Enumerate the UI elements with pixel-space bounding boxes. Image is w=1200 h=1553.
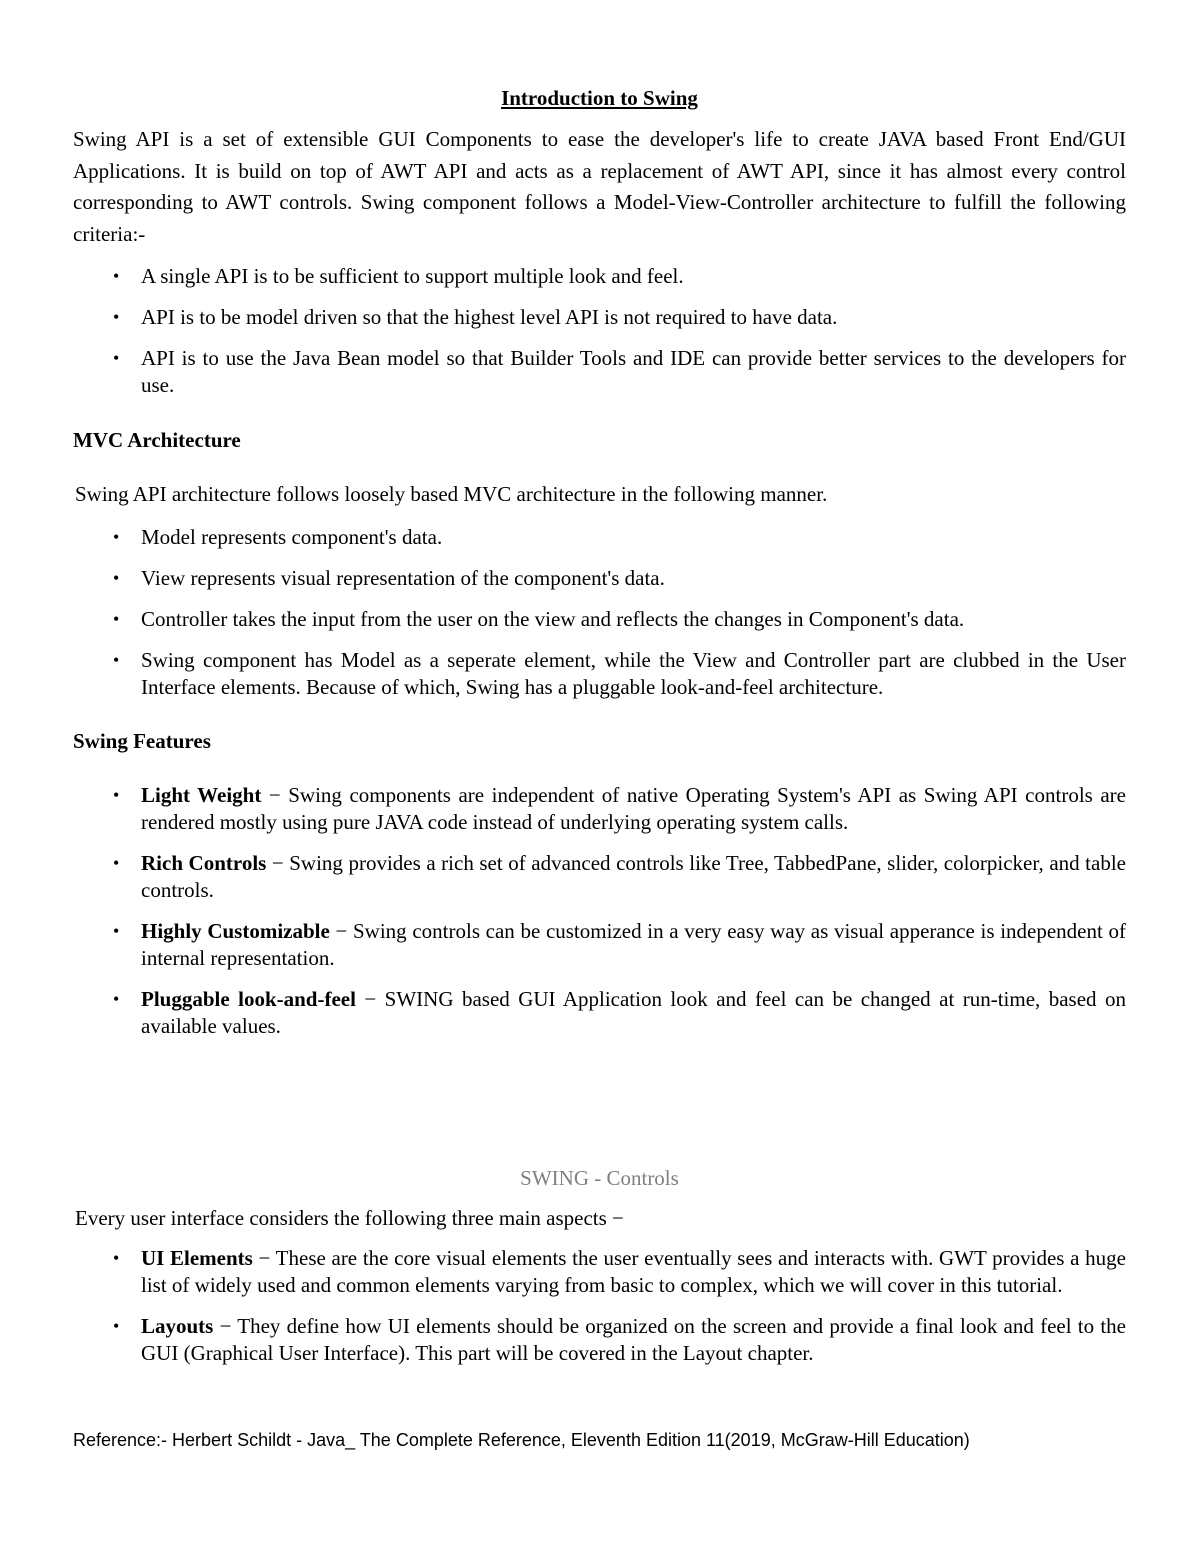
bullet-icon: • [113, 989, 120, 1009]
feature-term: Pluggable look-and-feel [141, 987, 356, 1011]
controls-intro: Every user interface considers the following three main aspects − [75, 1206, 624, 1230]
list-item: • Swing component has Model as a seperate element, while the View and Controller part are clubbed in the User Interface elements. Because of which, Swing has a pluggable look-and-feel architecture. [113, 648, 1126, 699]
list-item: • Model represents component's data. [113, 525, 443, 549]
feature-term: Highly Customizable [141, 919, 330, 943]
list-item: • Rich Controls − Swing provides a rich set of advanced controls like Tree, TabbedPane, slider, colorpicker, and table controls. [113, 851, 1126, 902]
criteria-list [73, 263, 1126, 399]
bullet-icon: • [113, 307, 120, 327]
bullet-icon: • [113, 853, 120, 873]
bullet-icon: • [113, 348, 120, 368]
feature-term: Rich Controls [141, 851, 267, 875]
mvc-list [73, 524, 1126, 701]
reference-footer: Reference:- Herbert Schildt - Java_ The Complete Reference, Eleventh Edition 11(2019, McGraw-Hill Education) [73, 1430, 970, 1450]
features-list [73, 782, 1126, 1040]
bullet-icon: • [113, 1248, 120, 1268]
control-term: UI Elements [141, 1246, 253, 1270]
list-item: • UI Elements − These are the core visual elements the user eventually sees and interacts with. GWT provides a huge list of widely used and common elements varying from basic to complex, which we will cover in this tutorial. [113, 1246, 1126, 1297]
bullet-icon: • [113, 568, 120, 588]
bullet-icon: • [113, 921, 120, 941]
bullet-icon: • [113, 609, 120, 629]
mvc-intro: Swing API architecture follows loosely based MVC architecture in the following manner. [75, 482, 828, 506]
bullet-icon: • [113, 1316, 120, 1336]
features-heading: Swing Features [73, 729, 211, 753]
list-item: • Controller takes the input from the user on the view and reflects the changes in Component's data. [113, 607, 965, 631]
page-title: Introduction to Swing [501, 86, 698, 110]
list-item: • Light Weight − Swing components are independent of native Operating System's API as Swing API controls are rendered mostly using pure JAVA code instead of underlying operating system calls. [113, 783, 1126, 834]
list-item: • API is to use the Java Bean model so that Builder Tools and IDE can provide better services to the developers for use. [113, 346, 1126, 397]
controls-list [73, 1245, 1126, 1367]
feature-term: Light Weight [141, 783, 262, 807]
list-item: • API is to be model driven so that the highest level API is not required to have data. [113, 305, 838, 329]
intro-paragraph: Swing API is a set of extensible GUI Components to ease the developer's life to create JAVA based Front End/GUI Applications. It is build on top of AWT API and acts as a replacement of AWT API, since it has almost every control corresponding to AWT controls. Swing component follows a Model-View-Controller architecture to fulfill the following criteria:- [73, 127, 1126, 246]
control-term: Layouts [141, 1314, 214, 1338]
bullet-icon: • [113, 785, 120, 805]
bullet-icon: • [113, 266, 120, 286]
mvc-heading: MVC Architecture [73, 428, 241, 452]
bullet-icon: • [113, 527, 120, 547]
bullet-icon: • [113, 650, 120, 670]
list-item: • A single API is to be sufficient to support multiple look and feel. [113, 264, 684, 288]
controls-subtitle: SWING - Controls [520, 1166, 679, 1190]
list-item: • Pluggable look-and-feel − SWING based GUI Application look and feel can be changed at run-time, based on available values. [113, 987, 1126, 1038]
list-item: • View represents visual representation of the component's data. [113, 566, 665, 590]
list-item: • Highly Customizable − Swing controls can be customized in a very easy way as visual apperance is independent of internal representation. [113, 919, 1126, 970]
list-item: • Layouts − They define how UI elements should be organized on the screen and provide a final look and feel to the GUI (Graphical User Interface). This part will be covered in the Layout chapter. [113, 1314, 1126, 1365]
